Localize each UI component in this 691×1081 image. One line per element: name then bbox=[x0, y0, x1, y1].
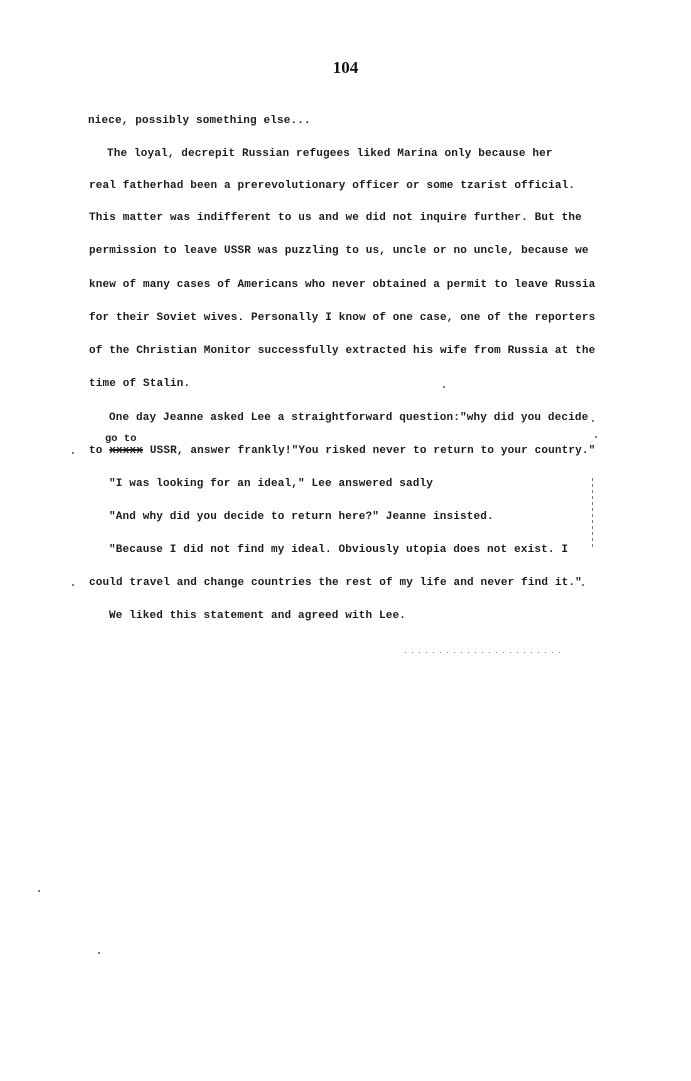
scan-speck bbox=[98, 952, 100, 954]
scan-speck bbox=[443, 386, 445, 388]
margin-scan-mark bbox=[592, 478, 593, 548]
scan-speck bbox=[72, 452, 74, 454]
text-line-9: time of Stalin. bbox=[89, 378, 191, 390]
scan-speck bbox=[592, 420, 594, 422]
edited-line-prefix: to bbox=[89, 445, 103, 457]
text-line-2: The loyal, decrepit Russian refugees liked Marina only because her bbox=[107, 148, 553, 160]
page-number: 104 bbox=[332, 58, 359, 77]
scan-speck bbox=[38, 890, 40, 892]
text-line-15: could travel and change countries the rest of my life and never find it." bbox=[89, 577, 582, 589]
text-line-16: We liked this statement and agreed with Lee. bbox=[109, 610, 407, 622]
text-line-3: real fatherhad been a prerevolutionary officer or some tzarist official. bbox=[89, 180, 576, 192]
scan-speck bbox=[582, 584, 584, 586]
handwritten-insertion: go to bbox=[105, 433, 137, 445]
text-line-7: for their Soviet wives. Personally I know of one case, one of the reporters bbox=[89, 312, 596, 324]
edited-line-rest: USSR, answer frankly!"You risked never to return to your country." bbox=[149, 445, 596, 457]
text-line-10: One day Jeanne asked Lee a straightforward question:"why did you decide bbox=[109, 412, 589, 424]
text-line-13: "And why did you decide to return here?" Jeanne insisted. bbox=[109, 511, 494, 523]
scan-speck bbox=[72, 584, 74, 586]
scan-speck bbox=[595, 436, 597, 438]
struck-out-word: xxxxx bbox=[109, 445, 144, 457]
text-line-11-edited bbox=[89, 445, 595, 457]
text-line-14: "Because I did not find my ideal. Obviously utopia does not exist. I bbox=[109, 544, 569, 556]
text-line-6: knew of many cases of Americans who never obtained a permit to leave Russia bbox=[89, 279, 596, 291]
text-line-4: This matter was indifferent to us and we did not inquire further. But the bbox=[89, 212, 582, 224]
text-line-8: of the Christian Monitor successfully extracted his wife from Russia at the bbox=[89, 345, 596, 357]
text-line-12: "I was looking for an ideal," Lee answered sadly bbox=[109, 478, 434, 490]
scan-dotted-trail bbox=[405, 652, 565, 653]
text-line-1: niece, possibly something else... bbox=[88, 115, 311, 127]
text-line-5: permission to leave USSR was puzzling to us, uncle or no uncle, because we bbox=[89, 245, 589, 257]
